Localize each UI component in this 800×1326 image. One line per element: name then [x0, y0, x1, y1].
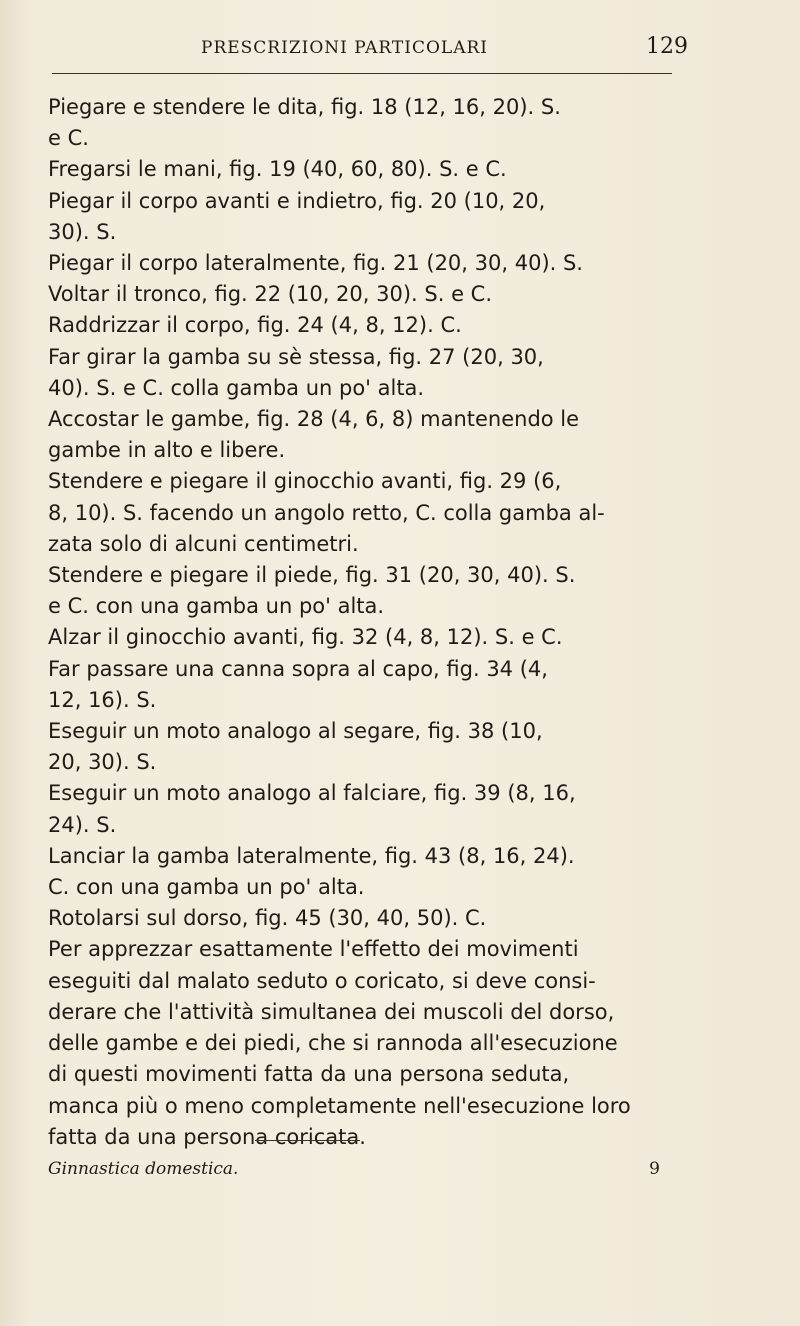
- text-line: Lanciar la gamba lateralmente, fig. 43 (8, 16, 24).: [48, 843, 575, 868]
- header-rule: [52, 73, 672, 74]
- text-line: zata solo di alcuni centimetri.: [48, 531, 359, 556]
- text-line: Eseguir un moto analogo al segare, fig. 38 (10,: [48, 719, 543, 744]
- book-title: Ginnastica domestica.: [48, 1159, 239, 1179]
- text-line: di questi movimenti fatta da una persona seduta,: [48, 1062, 570, 1087]
- text-line: fatta da una persona coricata.: [48, 1124, 366, 1149]
- text-line: 24). S.: [48, 812, 117, 837]
- text-line: Alzar il ginocchio avanti, fig. 32 (4, 8, 12). S. e C.: [48, 625, 563, 650]
- text-line: e C. con una gamba un po' alta.: [48, 594, 385, 619]
- running-head: PRESCRIZIONI PARTICOLARI: [201, 38, 489, 58]
- text-line: manca più o meno completamente nell'esecuzione loro: [48, 1093, 631, 1118]
- text-line: Raddrizzar il corpo, fig. 24 (4, 8, 12). C.: [48, 313, 462, 338]
- text-line: Voltar il tronco, fig. 22 (10, 20, 30). S. e C.: [48, 282, 493, 307]
- signature-mark: 9: [649, 1159, 660, 1179]
- text-line: eseguiti dal malato seduto o coricato, si deve consi-: [48, 968, 596, 993]
- text-line: Stendere e piegare il ginocchio avanti, fig. 29 (6,: [48, 469, 562, 494]
- page-number: 129: [646, 34, 688, 59]
- text-line: Per apprezzar esattamente l'effetto dei movimenti: [48, 937, 579, 962]
- text-line: C. con una gamba un po' alta.: [48, 875, 365, 900]
- text-line: 12, 16). S.: [48, 687, 157, 712]
- text-line: Piegar il corpo lateralmente, fig. 21 (20, 30, 40). S.: [48, 251, 583, 276]
- text-line: 8, 10). S. facendo un angolo retto, C. colla gamba al-: [48, 500, 605, 525]
- text-line: 20, 30). S.: [48, 750, 157, 775]
- body-text: [48, 92, 660, 1153]
- page-footer: [48, 1147, 660, 1183]
- text-line: Far girar la gamba su sè stessa, fig. 27 (20, 30,: [48, 344, 544, 369]
- text-line: Fregarsi le mani, fig. 19 (40, 60, 80). S. e C.: [48, 157, 507, 182]
- text-line: gambe in alto e libere.: [48, 438, 286, 463]
- text-line: Accostar le gambe, fig. 28 (4, 6, 8) mantenendo le: [48, 407, 580, 432]
- footer-rule: [255, 1140, 360, 1141]
- text-line: derare che l'attività simultanea dei muscoli del dorso,: [48, 999, 615, 1024]
- text-line: delle gambe e dei piedi, che si rannoda all'esecuzione: [48, 1031, 618, 1056]
- text-line: 40). S. e C. colla gamba un po' alta.: [48, 375, 425, 400]
- page-header: [48, 34, 688, 64]
- text-line: Rotolarsi sul dorso, fig. 45 (30, 40, 50). C.: [48, 906, 487, 931]
- text-line: Piegar il corpo avanti e indietro, fig. 20 (10, 20,: [48, 188, 546, 213]
- text-line: e C.: [48, 126, 89, 151]
- text-line: Far passare una canna sopra al capo, fig. 34 (4,: [48, 656, 548, 681]
- text-line: Stendere e piegare il piede, fig. 31 (20, 30, 40). S.: [48, 563, 576, 588]
- text-line: 30). S.: [48, 219, 117, 244]
- text-line: Eseguir un moto analogo al falciare, fig. 39 (8, 16,: [48, 781, 576, 806]
- text-line: Piegare e stendere le dita, fig. 18 (12, 16, 20). S.: [48, 95, 561, 119]
